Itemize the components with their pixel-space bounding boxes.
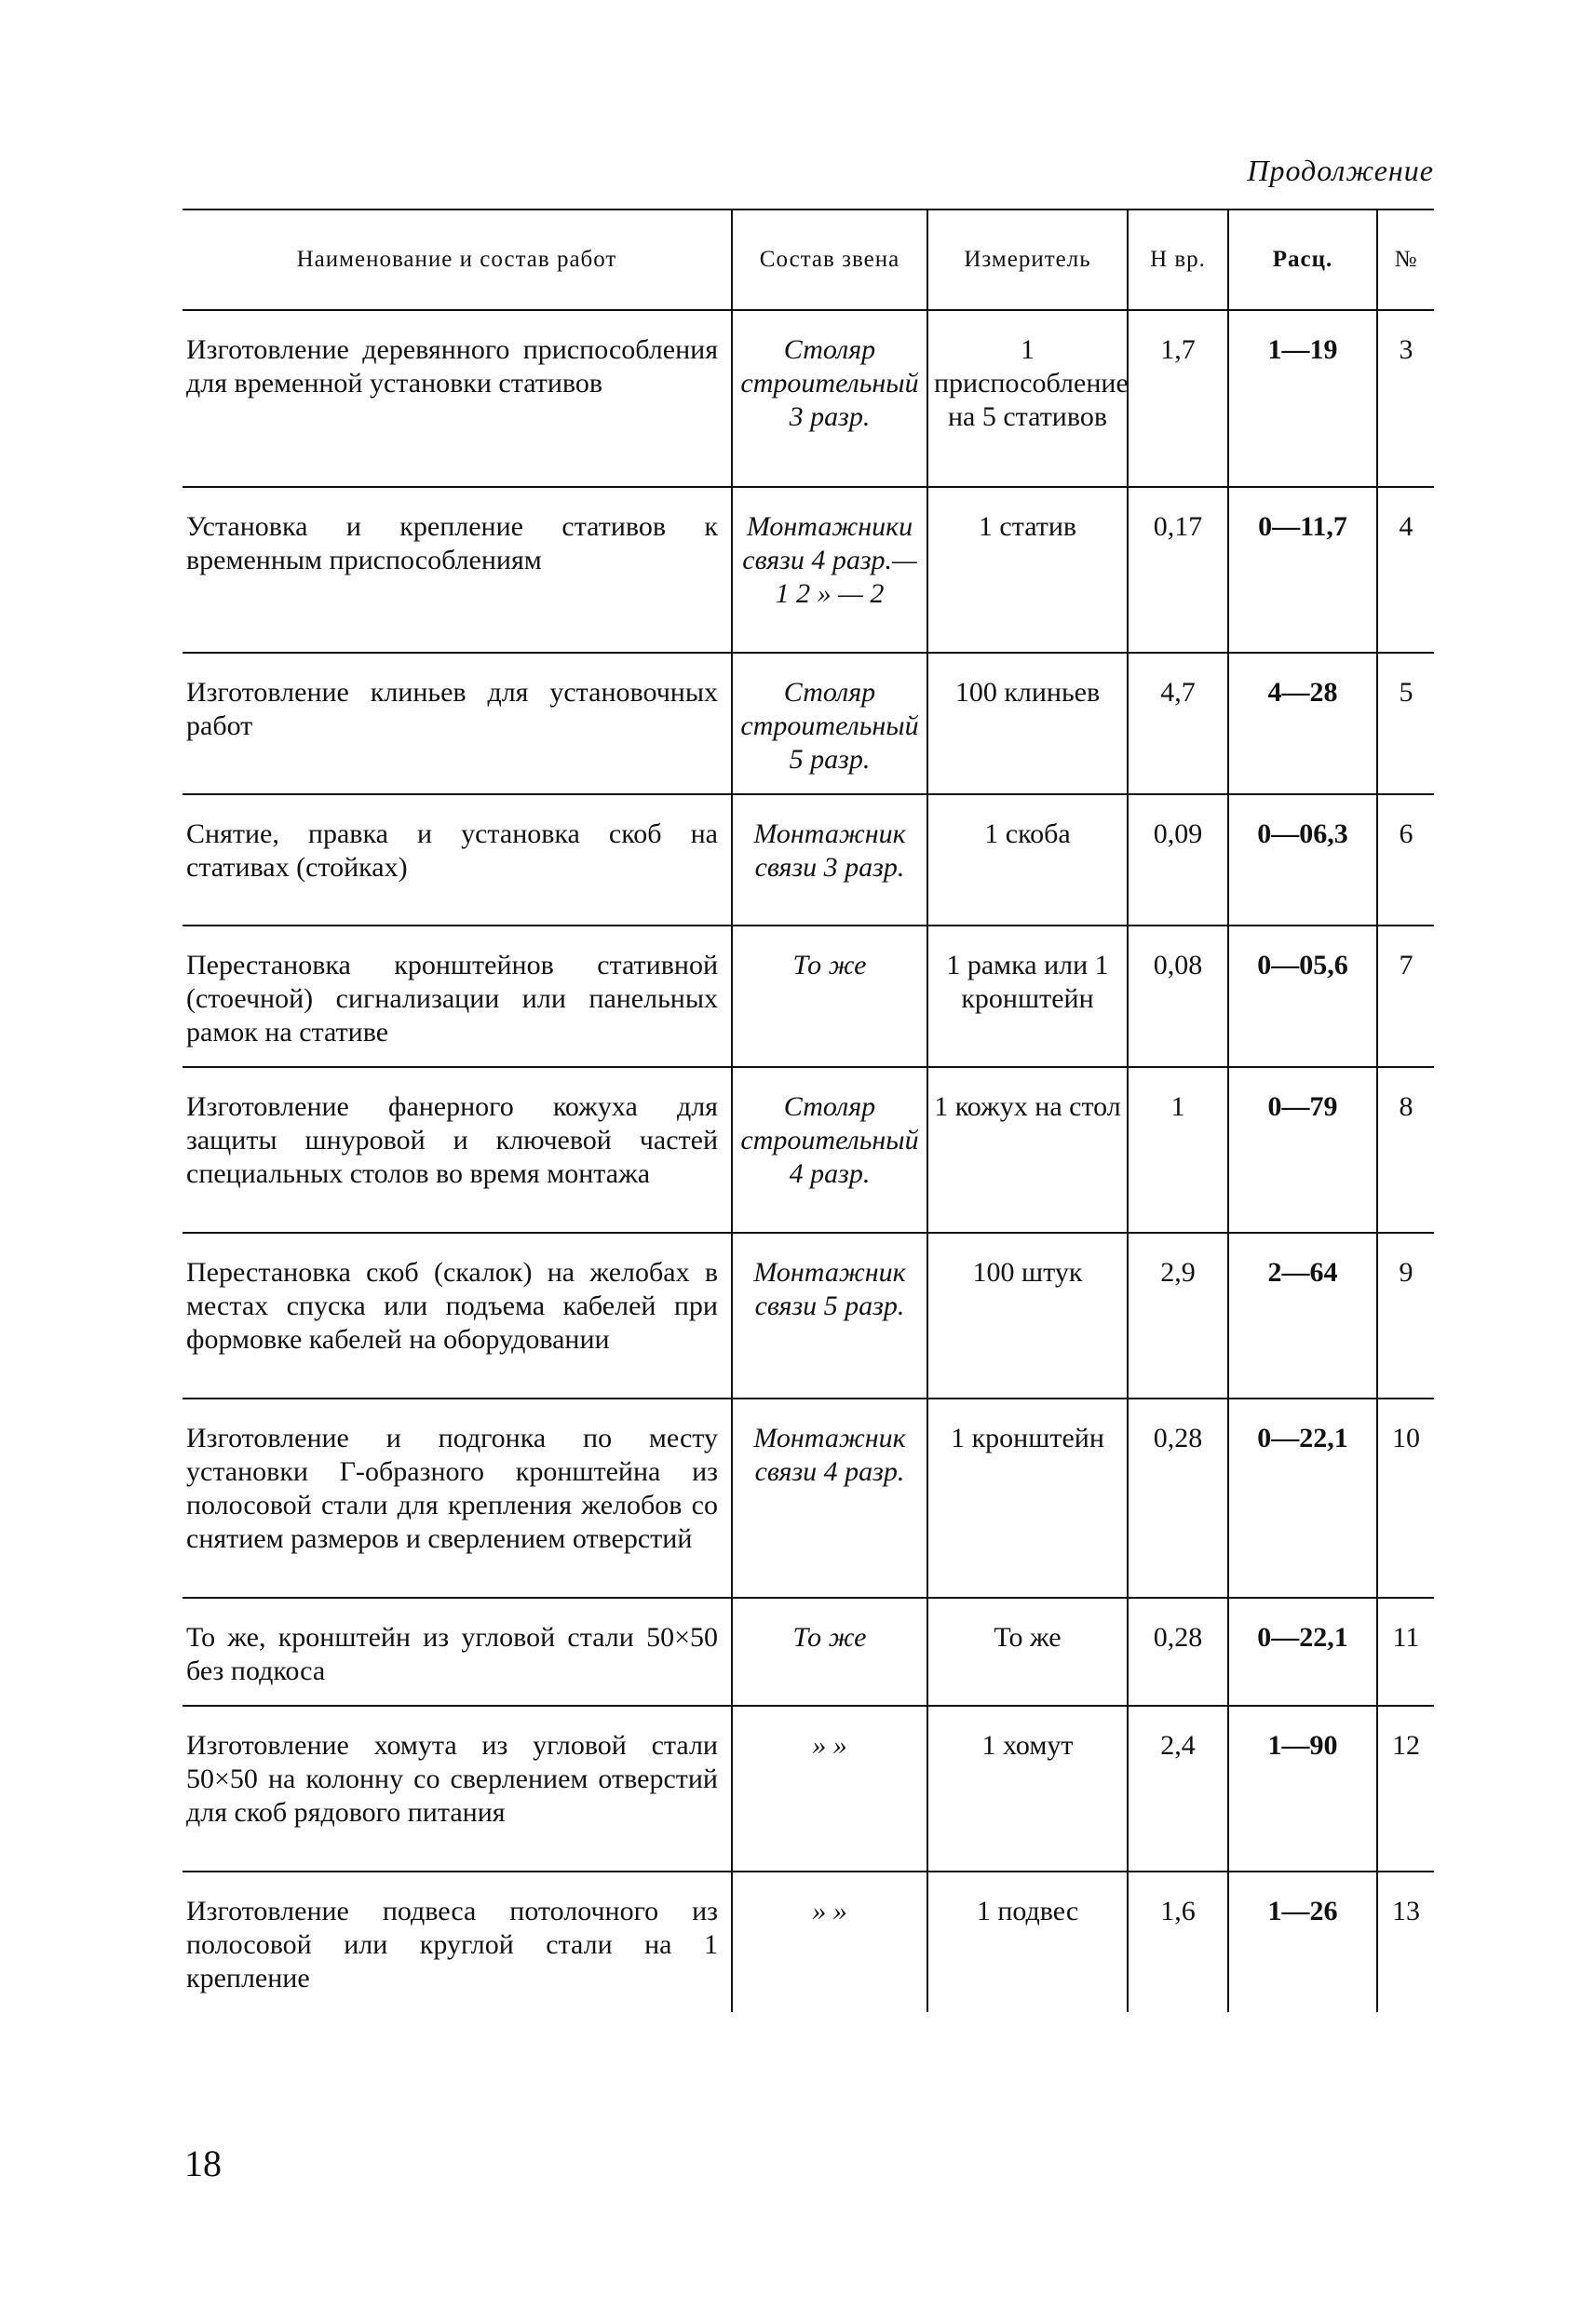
rate-cell: 1—19	[1228, 310, 1377, 487]
row-number-cell: 6	[1377, 794, 1434, 926]
norm-cell: 1,6	[1128, 1872, 1228, 2012]
header-crew: Состав звена	[732, 209, 927, 310]
crew-cell: То же	[732, 926, 927, 1067]
crew-cell: Монтажники связи 4 разр.— 1 2 » — 2	[732, 487, 927, 653]
work-cell: Изготовление фанерного кожуха для защиты шнуровой и ключевой частей специальных столов во время монтажа	[183, 1067, 732, 1233]
work-cell: Изготовление и подгонка по месту установки Г-образного кронштейна из полосовой стали для крепления желобов со снятием размеров и сверлением отверстий	[183, 1399, 732, 1598]
rate-cell: 0—22,1	[1228, 1399, 1377, 1598]
rate-cell: 0—06,3	[1228, 794, 1377, 926]
measure-cell: 1 статив	[927, 487, 1128, 653]
work-cell: Установка и крепление стативов к временным приспособлениям	[183, 487, 732, 653]
row-number-cell: 4	[1377, 487, 1434, 653]
table-header-row	[183, 209, 1434, 310]
crew-cell: » »	[732, 1706, 927, 1872]
crew-cell: Монтажник связи 4 разр.	[732, 1399, 927, 1598]
rate-cell: 0—79	[1228, 1067, 1377, 1233]
page-number: 18	[184, 2142, 222, 2184]
work-cell: Снятие, правка и установка скоб на стативах (стойках)	[183, 794, 732, 926]
row-number-cell: 12	[1377, 1706, 1434, 1872]
measure-cell: 1 кожух на стол	[927, 1067, 1128, 1233]
header-work: Наименование и состав работ	[183, 209, 732, 310]
measure-cell: 1 рамка или 1 кронштейн	[927, 926, 1128, 1067]
measure-cell: 1 хомут	[927, 1706, 1128, 1872]
rate-cell: 2—64	[1228, 1233, 1377, 1399]
work-cell: Перестановка кронштейнов стативной (стоечной) сигнализации или панельных рамок на стативе	[183, 926, 732, 1067]
row-number-cell: 10	[1377, 1399, 1434, 1598]
norm-cell: 1,7	[1128, 310, 1228, 487]
norms-table	[183, 209, 1434, 2012]
measure-cell: 1 скоба	[927, 794, 1128, 926]
crew-cell: Монтажник связи 3 разр.	[732, 794, 927, 926]
rate-cell: 0—11,7	[1228, 487, 1377, 653]
table-row	[183, 794, 1434, 926]
row-number-cell: 13	[1377, 1872, 1434, 2012]
norm-cell: 2,9	[1128, 1233, 1228, 1399]
row-number-cell: 9	[1377, 1233, 1434, 1399]
header-rate: Расц.	[1228, 209, 1377, 310]
norm-cell: 1	[1128, 1067, 1228, 1233]
row-number-cell: 5	[1377, 653, 1434, 794]
crew-cell: Столяр строительный 3 разр.	[732, 310, 927, 487]
row-number-cell: 3	[1377, 310, 1434, 487]
row-number-cell: 11	[1377, 1598, 1434, 1706]
work-cell: Изготовление подвеса потолочного из полосовой или круглой стали на 1 крепление	[183, 1872, 732, 2012]
table-row	[183, 1399, 1434, 1598]
header-num: №	[1377, 209, 1434, 310]
norm-cell: 0,17	[1128, 487, 1228, 653]
rate-cell: 0—22,1	[1228, 1598, 1377, 1706]
header-measure: Измеритель	[927, 209, 1128, 310]
norm-cell: 0,28	[1128, 1399, 1228, 1598]
measure-cell: 1 подвес	[927, 1872, 1128, 2012]
header-norm: Н вр.	[1128, 209, 1228, 310]
measure-cell: 1 приспособление на 5 стативов	[927, 310, 1128, 487]
work-cell: Изготовление деревянного приспособления для временной установки стативов	[186, 334, 718, 399]
measure-cell: 100 клиньев	[927, 653, 1128, 794]
row-number-cell: 7	[1377, 926, 1434, 1067]
crew-cell: Столяр строительный 5 разр.	[732, 653, 927, 794]
table-row	[183, 1233, 1434, 1399]
crew-cell: Столяр строительный 4 разр.	[732, 1067, 927, 1233]
crew-cell: То же	[732, 1598, 927, 1706]
table-row	[183, 1706, 1434, 1872]
crew-cell: » »	[732, 1872, 927, 2012]
measure-cell: То же	[927, 1598, 1128, 1706]
norm-cell: 2,4	[1128, 1706, 1228, 1872]
norm-cell: 0,28	[1128, 1598, 1228, 1706]
work-cell: То же, кронштейн из угловой стали 50×50 без подкоса	[183, 1598, 732, 1706]
table-row	[183, 1598, 1434, 1706]
rate-cell: 1—90	[1228, 1706, 1377, 1872]
row-number-cell: 8	[1377, 1067, 1434, 1233]
rate-cell: 0—05,6	[1228, 926, 1377, 1067]
rate-cell: 1—26	[1228, 1872, 1377, 2012]
measure-cell: 1 кронштейн	[927, 1399, 1128, 1598]
table-row	[183, 487, 1434, 653]
table-row	[183, 310, 1434, 487]
work-cell: Изготовление клиньев для установочных работ	[183, 653, 732, 794]
norm-cell: 0,08	[1128, 926, 1228, 1067]
norm-cell: 4,7	[1128, 653, 1228, 794]
work-cell: Перестановка скоб (скалок) на желобах в местах спуска или подъема кабелей при формовке кабелей на оборудовании	[183, 1233, 732, 1399]
table-row	[183, 653, 1434, 794]
continuation-label: Продолжение	[1247, 154, 1434, 187]
table-row	[183, 926, 1434, 1067]
table-row	[183, 1872, 1434, 2012]
rate-cell: 4—28	[1228, 653, 1377, 794]
norm-cell: 0,09	[1128, 794, 1228, 926]
crew-cell: Монтажник связи 5 разр.	[732, 1233, 927, 1399]
table-row	[183, 1067, 1434, 1233]
work-cell: Изготовление хомута из угловой стали 50×50 на колонну со сверлением отверстий для скоб рядового питания	[183, 1706, 732, 1872]
measure-cell: 100 штук	[927, 1233, 1128, 1399]
